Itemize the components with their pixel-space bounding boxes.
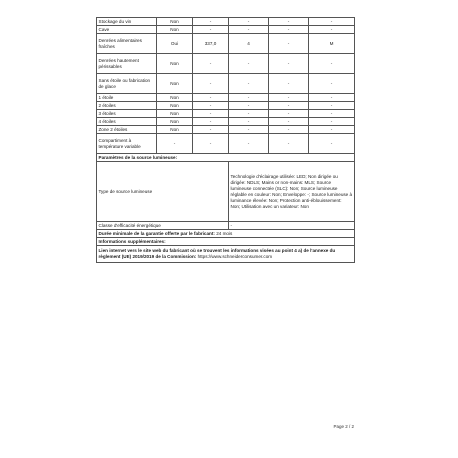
compartment-name-cell: Denrées hautement périssables — [97, 54, 157, 74]
compartment-name-cell: Zone 2 étoiles — [97, 126, 157, 134]
value-cell: - — [269, 94, 309, 102]
value-cell: Oui — [157, 34, 193, 54]
spec-table — [96, 17, 355, 263]
value-cell: Non — [157, 74, 193, 94]
light-section-header-row — [97, 154, 355, 162]
value-cell: - — [309, 110, 355, 118]
value-cell: - — [309, 54, 355, 74]
energy-class-value: - — [229, 222, 355, 230]
value-cell: - — [229, 26, 269, 34]
value-cell: - — [229, 74, 269, 94]
light-type-row — [97, 162, 355, 222]
value-cell: - — [193, 54, 229, 74]
value-cell: - — [269, 54, 309, 74]
value-cell: Non — [157, 94, 193, 102]
value-cell: - — [193, 26, 229, 34]
table-row — [97, 34, 355, 54]
page-number: Page 2 / 2 — [333, 424, 354, 429]
value-cell: Non — [157, 102, 193, 110]
warranty-label: Durée minimale de la garantie offerte par le fabricant: — [98, 230, 215, 236]
value-cell: - — [269, 74, 309, 94]
compartment-name-cell: 4 étoiles — [97, 118, 157, 126]
value-cell: - — [269, 102, 309, 110]
value-cell: - — [193, 110, 229, 118]
value-cell: - — [269, 26, 309, 34]
value-cell: - — [193, 118, 229, 126]
value-cell: - — [269, 126, 309, 134]
energy-class-row — [97, 222, 355, 230]
value-cell: Non — [157, 110, 193, 118]
storage-rows — [97, 18, 355, 154]
value-cell: - — [229, 102, 269, 110]
value-cell: Non — [157, 118, 193, 126]
value-cell: - — [309, 134, 355, 154]
compartment-name-cell: Sans étoile ou fabrication de glace — [97, 74, 157, 94]
value-cell: - — [193, 94, 229, 102]
manufacturer-link[interactable]: https://www.schneiderconsumer.com — [197, 254, 273, 259]
table-row — [97, 118, 355, 126]
additional-link-row — [97, 246, 355, 263]
value-cell: - — [309, 26, 355, 34]
table-row — [97, 74, 355, 94]
table-row — [97, 94, 355, 102]
compartment-name-cell: Stockage du vin — [97, 18, 157, 26]
value-cell: - — [269, 118, 309, 126]
additional-link-label: Lien internet vers le site web du fabricant où se trouvent les informations visées au point 4 a) de l'annexe du règlement (UE) 2019/2019 de la Commission: — [98, 248, 336, 259]
value-cell: Non — [157, 126, 193, 134]
value-cell: - — [229, 54, 269, 74]
value-cell: - — [193, 18, 229, 26]
light-section-title: Paramètres de la source lumineuse: — [97, 154, 355, 162]
value-cell: - — [269, 18, 309, 26]
compartment-name-cell: 3 étoiles — [97, 110, 157, 118]
value-cell: - — [229, 94, 269, 102]
table-row — [97, 54, 355, 74]
value-cell: 4 — [229, 34, 269, 54]
value-cell: - — [229, 110, 269, 118]
value-cell: - — [229, 134, 269, 154]
value-cell: M — [309, 34, 355, 54]
value-cell: - — [193, 102, 229, 110]
value-cell: - — [309, 126, 355, 134]
compartment-name-cell: Denrées alimentaires fraîches — [97, 34, 157, 54]
warranty-value: 24 mois — [216, 230, 233, 236]
light-type-label: Type de source lumineuse — [97, 162, 229, 222]
table-row — [97, 26, 355, 34]
table-row — [97, 110, 355, 118]
compartment-name-cell: 2 étoiles — [97, 102, 157, 110]
value-cell: - — [157, 134, 193, 154]
compartment-name-cell: 1 étoile — [97, 94, 157, 102]
value-cell: Non — [157, 18, 193, 26]
value-cell: - — [269, 134, 309, 154]
value-cell: Non — [157, 26, 193, 34]
value-cell: - — [193, 134, 229, 154]
value-cell: - — [229, 18, 269, 26]
table-row — [97, 126, 355, 134]
compartment-name-cell: Cave — [97, 26, 157, 34]
value-cell: - — [309, 94, 355, 102]
table-row — [97, 18, 355, 26]
value-cell: Non — [157, 54, 193, 74]
value-cell: - — [309, 102, 355, 110]
value-cell: - — [193, 74, 229, 94]
value-cell: - — [229, 118, 269, 126]
value-cell: 337,0 — [193, 34, 229, 54]
warranty-cell — [97, 230, 355, 238]
energy-class-label: Classe d'efficacité énergétique — [97, 222, 229, 230]
table-row — [97, 102, 355, 110]
light-type-value: Technologie d'éclairage utilisée: LED; Non dirigée ou dirigée: NDLS; Mains or non-mains: MLS; Source lumineuse connectée (SLC): Non; Source lumineuse réglable en couleur: Non; Enveloppe: -; Source lumineuse à luminance élevée: Non; Protection anti-éblouissement: Non; Utilisation avec un variateur: Non — [229, 162, 355, 222]
value-cell: - — [309, 118, 355, 126]
additional-header-row — [97, 238, 355, 246]
light-section — [97, 154, 355, 263]
table-row — [97, 134, 355, 154]
additional-link-cell — [97, 246, 355, 263]
value-cell: - — [269, 110, 309, 118]
value-cell: - — [309, 74, 355, 94]
value-cell: - — [269, 34, 309, 54]
value-cell: - — [229, 126, 269, 134]
value-cell: - — [309, 18, 355, 26]
additional-title: Informations supplémentaires: — [97, 238, 355, 246]
warranty-row — [97, 230, 355, 238]
compartment-name-cell: Compartiment à température variable — [97, 134, 157, 154]
value-cell: - — [193, 126, 229, 134]
